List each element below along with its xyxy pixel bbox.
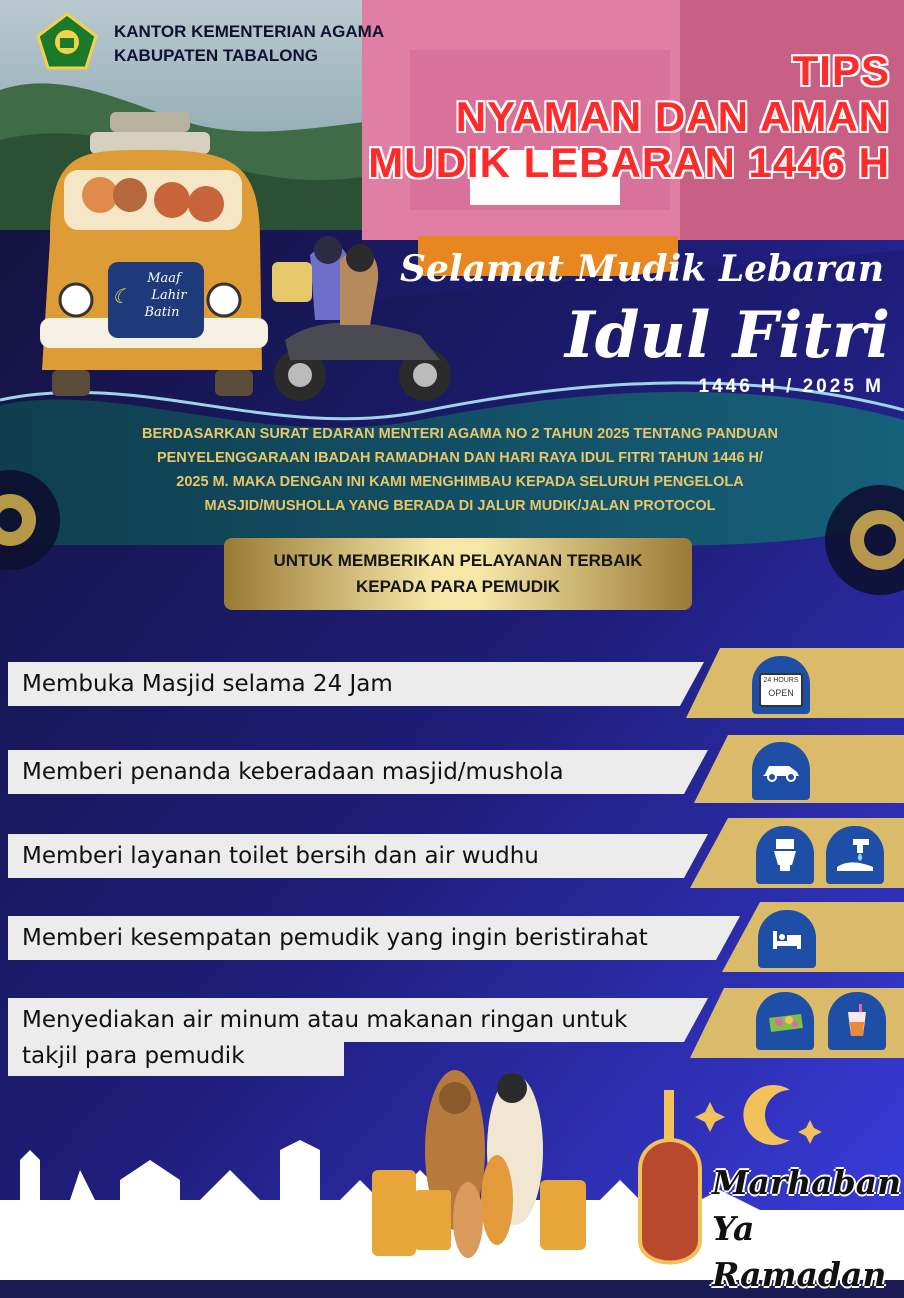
sign-line-2: OPEN <box>768 688 794 698</box>
tip-5-text-line-2: takjil para pemudik <box>22 1043 245 1069</box>
bed-icon <box>758 910 816 968</box>
marhaban-line-2: Ya Ramadan <box>712 1209 887 1294</box>
tip-5-text-line-1: Menyediakan air minum atau makanan ringan untuk <box>22 1007 628 1033</box>
title-line-1: TIPS <box>792 47 890 94</box>
circular-line-1: BERDASARKAN SURAT EDARAN MENTERI AGAMA NO 2 TAHUN 2025 TENTANG PANDUAN <box>142 426 778 442</box>
sign-line-1: 24 HOURS <box>763 677 799 684</box>
greeting-year: 1446 H / 2025 M <box>698 376 884 397</box>
van-badge-line-1: Maaf <box>147 271 181 286</box>
water-tap-icon <box>826 826 884 884</box>
service-banner-line-2: KEPADA PARA PEMUDIK <box>355 577 560 596</box>
snack-icon <box>756 992 814 1050</box>
title-line-2: NYAMAN DAN AMAN <box>455 93 890 140</box>
drink-icon <box>828 992 886 1050</box>
circular-notice <box>60 422 860 518</box>
moon-icon: ☾ <box>112 284 130 308</box>
greeting-line-1: Selamat Mudik Lebaran <box>399 248 884 290</box>
organization-line-2: KABUPATEN TABALONG <box>114 46 318 65</box>
organization-name <box>114 20 384 68</box>
service-banner-line-1: UNTUK MEMBERIKAN PELAYANAN TERBAIK <box>273 551 643 570</box>
service-banner <box>224 538 692 610</box>
van-badge <box>112 264 202 336</box>
open-24-hours-sign-icon <box>752 656 810 714</box>
marhaban-ramadan-text <box>712 1160 904 1298</box>
greeting-line-2: Idul Fitri <box>564 298 890 373</box>
tip-2-text: Memberi penanda keberadaan masjid/mushola <box>22 759 564 785</box>
circular-line-4: MASJID/MUSHOLLA YANG BERADA DI JALUR MUDIK/JALAN PROTOCOL <box>204 498 716 514</box>
title-line-3: MUDIK LEBARAN 1446 H <box>368 139 890 186</box>
toilet-icon <box>756 826 814 884</box>
ministry-logo <box>36 12 98 70</box>
car-icon <box>752 742 810 800</box>
van-badge-line-2: Lahir <box>151 288 187 303</box>
tip-1-text: Membuka Masjid selama 24 Jam <box>22 671 393 697</box>
circular-line-3: 2025 M. MAKA DENGAN INI KAMI MENGHIMBAU KEPADA SELURUH PENGELOLA <box>176 474 744 490</box>
organization-line-1: KANTOR KEMENTERIAN AGAMA <box>114 22 385 41</box>
van-badge-line-3: Batin <box>144 305 180 320</box>
circular-line-2: PENYELENGGARAAN IBADAH RAMADHAN DAN HARI RAYA IDUL FITRI TAHUN 1446 H/ <box>156 450 764 466</box>
tip-3-text: Memberi layanan toilet bersih dan air wudhu <box>22 843 539 869</box>
marhaban-line-1: Marhaban <box>712 1163 902 1202</box>
tip-4-text: Memberi kesempatan pemudik yang ingin beristirahat <box>22 925 648 951</box>
